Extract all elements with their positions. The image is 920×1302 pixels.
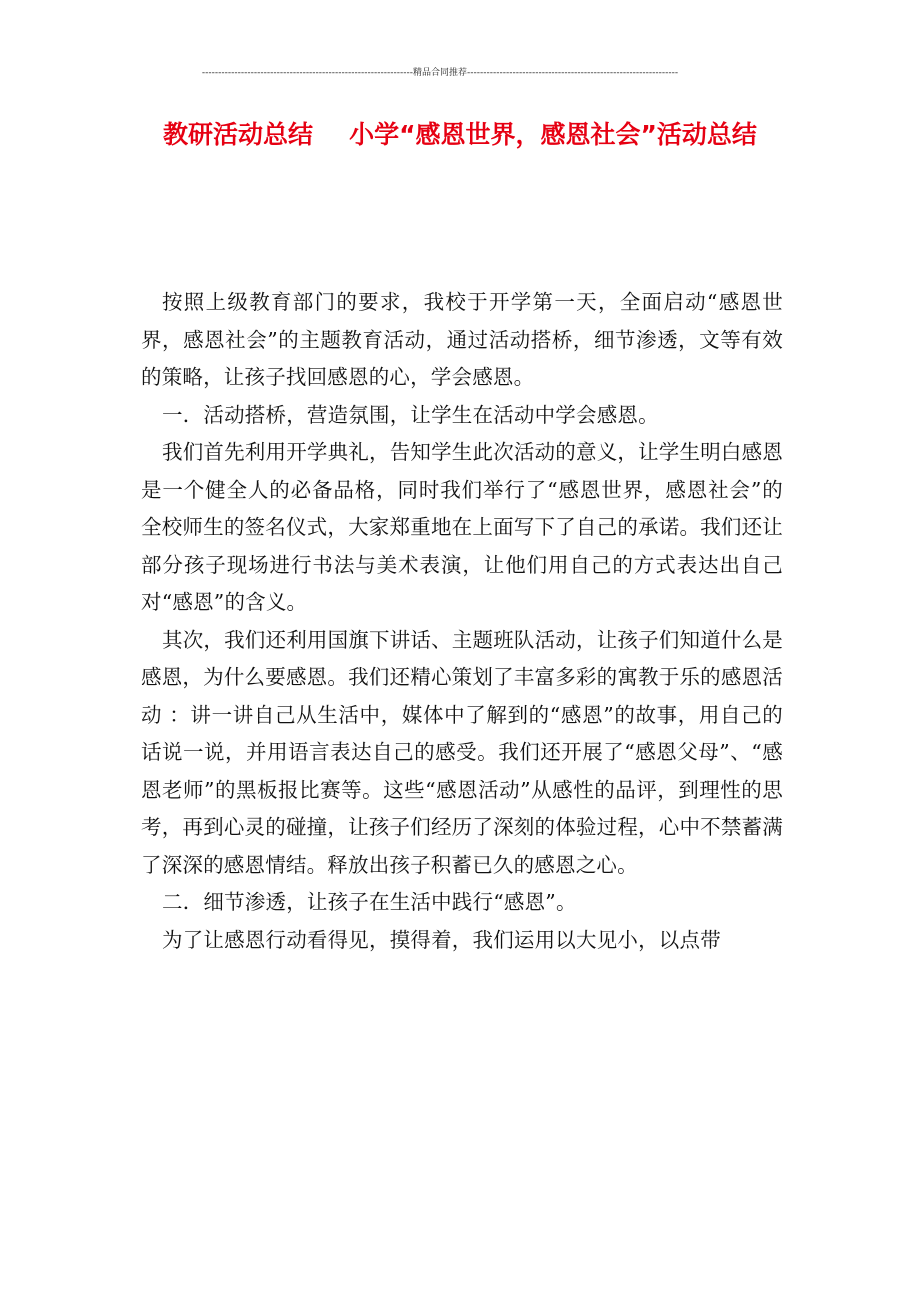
document-body [141,284,783,959]
section-heading-1: 一．活动搭桥，营造氛围，让学生在活动中学会感恩。 [162,402,659,427]
paragraph-section-1-a: 我们首先利用开学典礼，告知学生此次活动的意义，让学生明白感恩是一个健全人的必备品格，同时我们举行了“感恩世界，感恩社会”的全校师生的签名仪式，大家郑重地在上面写下了自己的承诺。我们还让部分孩子现场进行书法与美术表演，让他们用自己的方式表达出自己对“感恩”的含义。 [141,440,783,614]
paragraph-section-1-b: 其次，我们还利用国旗下讲话、主题班队活动，让孩子们知道什么是感恩，为什么要感恩。我们还精心策划了丰富多彩的寓教于乐的感恩活动 ：讲一讲自己从生活中，媒体中了解到的“感恩”的故事，用自己的话说一说，并用语言表达自己的感受。我们还开展了“感恩父母”、“感恩老师”的黑板报比赛等。这些“感恩活动”从感性的品评，到理性的思考，再到心灵的碰撞，让孩子们经历了深刻的体验过程，心中不禁蓄满了深深的感恩情结。释放出孩子积蓄已久的感恩之心。 [141,627,783,877]
section-heading-2: 二．细节渗透，让孩子在生活中践行“感恩”。 [162,890,577,914]
header-left-rule: ----------------------------------------------------------------- [201,68,413,78]
title-part-1: 教研活动总结 [163,120,314,149]
document-title [120,112,800,157]
header-label: 精品合同推荐 [412,68,467,78]
paragraph-section-2-a: 为了让感恩行动看得见，摸得着，我们运用以大见小，以点带 [162,927,721,952]
title-part-2: 小学“感恩世界，感恩社会”活动总结 [349,120,757,149]
header-right-rule: ----------------------------------------------------------------- [467,68,679,78]
paragraph-intro: 按照上级教育部门的要求，我校于开学第一天，全面启动“感恩世界，感恩社会”的主题教育活动，通过活动搭桥，细节渗透，文等有效的策略，让孩子找回感恩的心，学会感恩。 [141,290,783,389]
page-header [140,66,740,80]
